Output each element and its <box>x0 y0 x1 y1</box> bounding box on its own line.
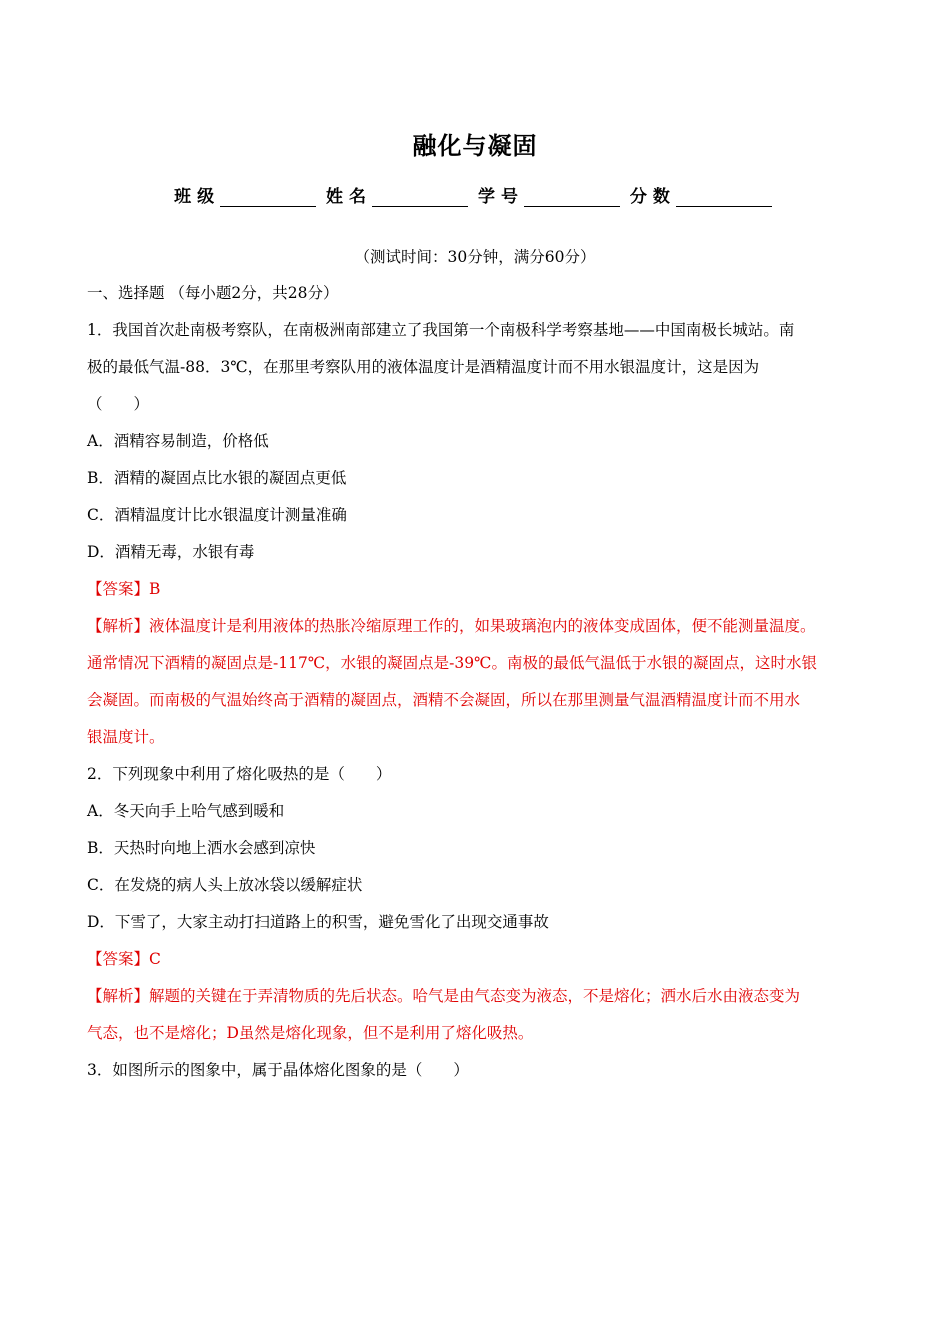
q1-option-a: A．酒精容易制造，价格低 <box>87 432 269 450</box>
q2-option-d: D．下雪了，大家主动打扫道路上的积雪，避免雪化了出现交通事故 <box>87 913 549 931</box>
q2-stem: 2．下列现象中利用了熔化吸热的是（ ） <box>87 765 392 783</box>
q1-analysis-line-1 <box>87 616 816 636</box>
q2-answer: 【答案】C <box>87 950 161 968</box>
q1-option-b: B．酒精的凝固点比水银的凝固点更低 <box>87 469 347 487</box>
student-number-field <box>478 182 624 207</box>
class-blank[interactable] <box>220 188 316 207</box>
q2-analysis-line-2: 气态，也不是熔化；D虽然是熔化现象，但不是利用了熔化吸热。 <box>87 1024 534 1042</box>
q2-analysis-text-1: 解题的关键在于弄清物质的先后状态。哈气是由气态变为液态，不是熔化；洒水后水由液态变为 <box>149 987 801 1005</box>
q1-stem-line-3: （ ） <box>87 395 150 413</box>
class-field <box>174 182 320 207</box>
name-blank[interactable] <box>372 188 468 207</box>
q1-analysis-text-1: 液体温度计是利用液体的热胀冷缩原理工作的，如果玻璃泡内的液体变成固体，便不能测量温度。 <box>149 617 816 635</box>
q1-analysis-line-3: 会凝固。而南极的气温始终高于酒精的凝固点，酒精不会凝固，所以在那里测量气温酒精温度计而不用水 <box>87 691 801 709</box>
student-info-row <box>0 182 950 207</box>
page-title: 融化与凝固 <box>412 131 538 160</box>
score-field <box>630 182 776 207</box>
section-heading: 一、选择题 （每小题2分，共28分） <box>87 284 339 302</box>
q1-stem-line-1: 1．我国首次赴南极考察队，在南极洲南部建立了我国第一个南极科学考察基地——中国南极长城站。南 <box>87 321 795 339</box>
q1-analysis-tag: 【解析】 <box>87 617 150 635</box>
class-label: 班级 <box>174 187 221 207</box>
q2-analysis-tag: 【解析】 <box>87 987 150 1005</box>
q1-option-d: D．酒精无毒，水银有毒 <box>87 543 255 561</box>
student-number-blank[interactable] <box>524 188 620 207</box>
student-number-label: 学号 <box>477 187 524 207</box>
test-note: （测试时间：30分钟，满分60分） <box>354 248 596 266</box>
score-blank[interactable] <box>676 188 772 207</box>
name-field <box>326 182 472 207</box>
q1-analysis-line-4: 银温度计。 <box>87 728 165 746</box>
q2-analysis-line-1 <box>87 986 800 1006</box>
q1-answer: 【答案】B <box>87 580 161 598</box>
q2-option-c: C．在发烧的病人头上放冰袋以缓解症状 <box>87 876 363 894</box>
q2-option-a: A．冬天向手上哈气感到暖和 <box>87 802 285 820</box>
q2-option-b: B．天热时向地上洒水会感到凉快 <box>87 839 316 857</box>
name-label: 姓名 <box>326 187 373 207</box>
score-label: 分数 <box>629 187 676 207</box>
q1-option-c: C．酒精温度计比水银温度计测量准确 <box>87 506 347 524</box>
q1-analysis-line-2: 通常情况下酒精的凝固点是-117℃，水银的凝固点是-39℃。南极的最低气温低于水银的凝固点，这时水银 <box>87 654 817 672</box>
q3-stem: 3．如图所示的图象中，属于晶体熔化图象的是（ ） <box>87 1061 469 1079</box>
q1-stem-line-2: 极的最低气温-88．3℃，在那里考察队用的液体温度计是酒精温度计而不用水银温度计，这是因为 <box>87 358 760 376</box>
